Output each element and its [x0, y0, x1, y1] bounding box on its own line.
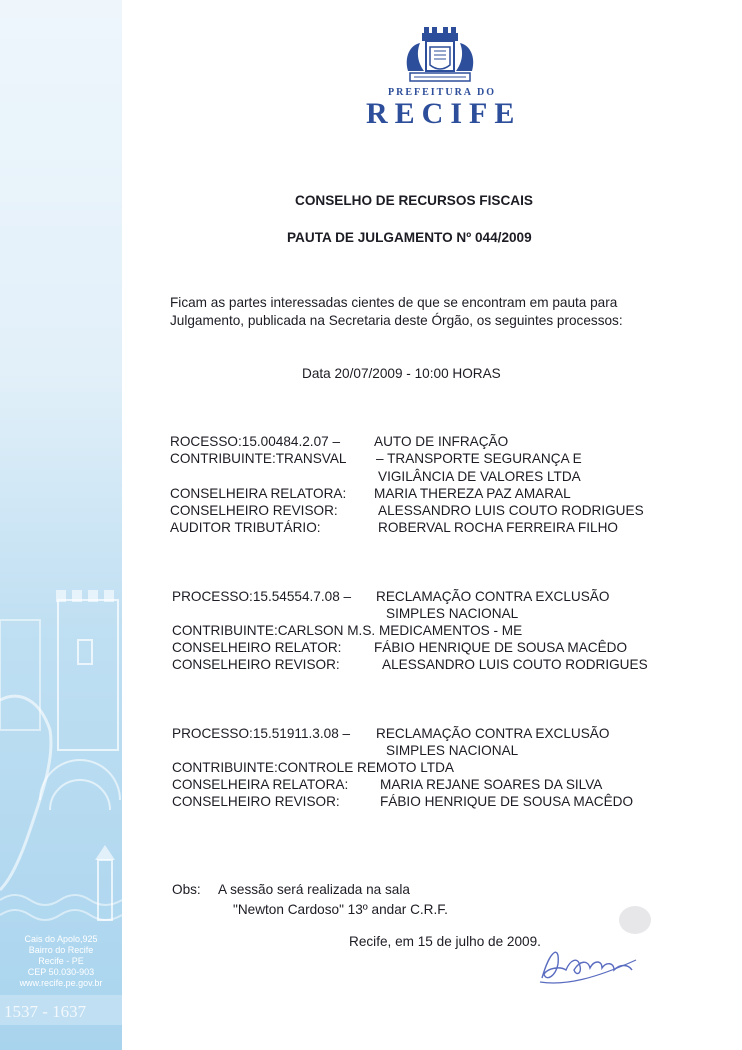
role-label: AUDITOR TRIBUTÁRIO: [170, 520, 321, 535]
council-title: CONSELHO DE RECURSOS FISCAIS [295, 193, 533, 208]
role-label: CONSELHEIRO REVISOR: [170, 503, 338, 518]
address-url: www.recife.pe.gov.br [19, 978, 103, 988]
role-label: CONSELHEIRO REVISOR: [172, 657, 340, 672]
pauta-title: PAUTA DE JULGAMENTO Nº 044/2009 [287, 230, 532, 245]
role-label: CONSELHEIRA RELATORA: [170, 486, 347, 501]
intro-line: Ficam as partes interessadas cientes de que se encontram em pauta para [170, 295, 618, 310]
role-label: CONSELHEIRO REVISOR: [172, 794, 340, 809]
year-banner: 1537 - 1637 [4, 1002, 87, 1021]
taxpayer-label: CONTRIBUINTE:TRANSVAL [170, 451, 347, 466]
process-subject: RECLAMAÇÃO CONTRA EXCLUSÃO [376, 589, 610, 604]
obs-label: Obs: [172, 882, 201, 897]
address-line: Cais do Apolo,925 [24, 934, 98, 944]
process-number: PROCESSO:15.54554.7.08 – [172, 589, 352, 604]
process-subject-cont: SIMPLES NACIONAL [386, 606, 519, 621]
process-subject: AUTO DE INFRAÇÃO [374, 434, 509, 449]
role-name: ALESSANDRO LUIS COUTO RODRIGUES [382, 657, 648, 672]
obs-line: A sessão será realizada na sala [218, 882, 410, 897]
logo-caption-small: PREFEITURA DO [388, 87, 496, 98]
address-line: Recife - PE [38, 956, 84, 966]
role-name: ROBERVAL ROCHA FERREIRA FILHO [378, 520, 618, 535]
taxpayer-name-cont: VIGILÂNCIA DE VALORES LTDA [378, 469, 581, 484]
process-subject-cont: SIMPLES NACIONAL [386, 743, 519, 758]
address-line: Bairro do Recife [28, 945, 94, 955]
role-name: FÁBIO HENRIQUE DE SOUSA MACÊDO [374, 640, 628, 655]
sidebar-watermark [0, 0, 122, 1050]
address-block [6, 934, 116, 989]
role-name: MARIA REJANE SOARES DA SILVA [380, 777, 603, 792]
taxpayer-label: CONTRIBUINTE:CONTROLE REMOTO LTDA [172, 760, 454, 775]
role-label: CONSELHEIRO RELATOR: [172, 640, 342, 655]
taxpayer-name: – TRANSPORTE SEGURANÇA E [376, 451, 582, 466]
place-date: Recife, em 15 de julho de 2009. [349, 934, 541, 949]
recife-coat-of-arms-logo [400, 27, 480, 85]
city-emblem-watermark [0, 0, 122, 1050]
intro-line: Julgamento, publicada na Secretaria deste Órgão, os seguintes processos: [170, 313, 623, 328]
session-date: Data 20/07/2009 - 10:00 HORAS [302, 366, 501, 381]
process-number: ROCESSO:15.00484.2.07 – [170, 434, 341, 449]
signature-stroke [542, 952, 632, 978]
logo-caption-big: RECIFE [366, 97, 522, 130]
role-label: CONSELHEIRA RELATORA: [172, 777, 349, 792]
signature [536, 930, 646, 990]
obs-line: "Newton Cardoso" 13º andar C.R.F. [233, 902, 448, 917]
role-name: MARIA THEREZA PAZ AMARAL [374, 486, 571, 501]
role-name: FÁBIO HENRIQUE DE SOUSA MACÊDO [380, 794, 634, 809]
taxpayer-label: CONTRIBUINTE:CARLSON M.S. MEDICAMENTOS - ME [172, 623, 523, 638]
process-number: PROCESSO:15.51911.3.08 – [172, 726, 351, 741]
process-subject: RECLAMAÇÃO CONTRA EXCLUSÃO [376, 726, 610, 741]
role-name: ALESSANDRO LUIS COUTO RODRIGUES [378, 503, 644, 518]
address-line: CEP 50.030-903 [27, 967, 95, 977]
